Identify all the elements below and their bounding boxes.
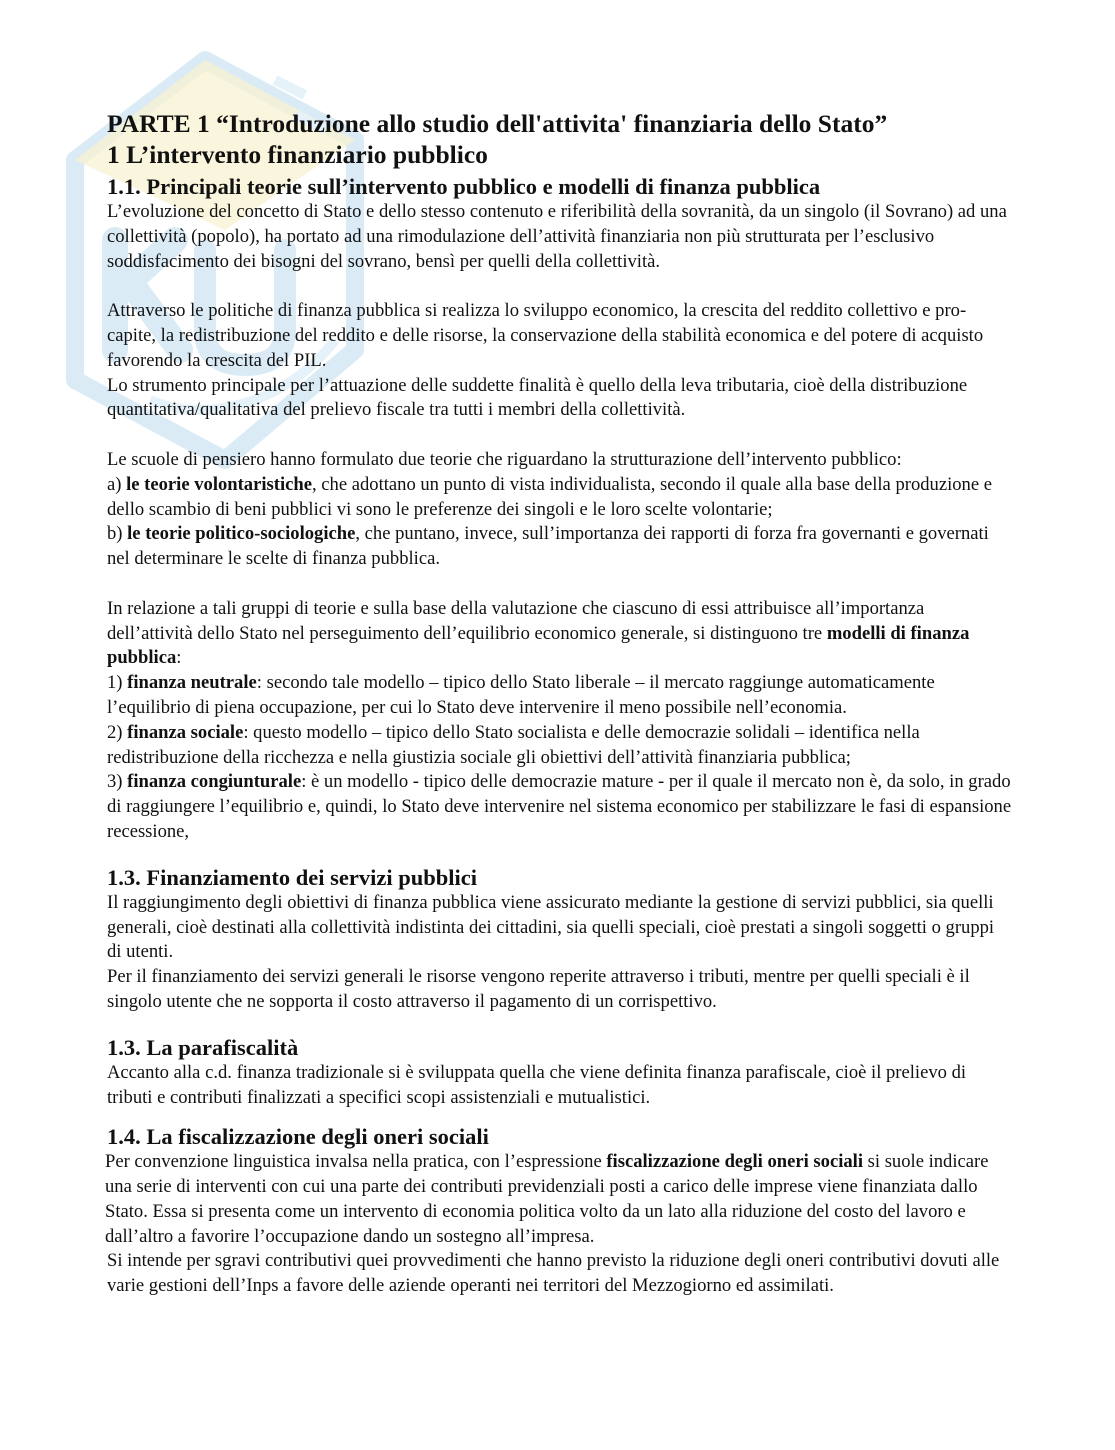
item-prefix: 3) xyxy=(107,771,128,793)
paragraph-text: In relazione a tali gruppi di teorie e sulla base della valutazione che ciascuno di essi attribuisce all’importanza dell’attività dello Stato nel perseguimento dell’equilibrio economico generale, si distinguono tre xyxy=(107,597,925,644)
item-bold-term: finanza sociale xyxy=(127,721,244,743)
section-heading-1-1: 1.1. Principali teorie sull’intervento pubblico e modelli di finanza pubblica xyxy=(107,174,821,199)
list-item-model-1 xyxy=(107,671,1012,721)
document-body xyxy=(107,108,1012,1299)
list-item-theory-a xyxy=(107,473,1012,523)
paragraph-end: : xyxy=(176,647,182,669)
paragraph xyxy=(107,597,1012,671)
paragraph-text: Per convenzione linguistica invalsa nella pratica, con l’espressione xyxy=(105,1151,607,1173)
item-text: , che puntano, invece, sull’importanza dei rapporti di forza fra governanti e governati nel determinare le scelte di finanza pubblica. xyxy=(107,523,989,570)
paragraph: L’evoluzione del concetto di Stato e dello stesso contenuto e riferibilità della sovranità, da un singolo (il Sovrano) ad una collettività (popolo), ha portato ad una rimodulazione dell’attività finanziaria non più strutturata per l’esclusivo soddisfacimento dei bisogni del sovrano, bensì per quelli della collettività. xyxy=(107,201,1007,272)
item-bold-term: finanza congiunturale xyxy=(127,771,302,793)
chapter-title: 1 L’intervento finanziario pubblico xyxy=(107,140,488,169)
item-bold-term: finanza neutrale xyxy=(127,672,257,694)
list-item-model-2 xyxy=(107,721,1012,771)
paragraph-end: si suole indicare una serie di interventi con cui una parte dei contributi previdenziali posti a carico delle imprese viene finanziata dallo Stato. Essa si presenta come un intervento di economia politica volto da un lato alla riduzione del costo del lavoro e dall’altro a favorire l’occupazione dando un sostegno all’impresa. xyxy=(105,1151,989,1247)
item-bold-term: le teorie politico-sociologiche xyxy=(127,523,356,545)
list-item-theory-b xyxy=(107,522,1012,572)
part-title: PARTE 1 “Introduzione allo studio dell'attivita' finanziaria dello Stato” xyxy=(107,109,888,138)
paragraph: Accanto alla c.d. finanza tradizionale si è sviluppata quella che viene definita finanza parafiscale, cioè il prelievo di tributi e contributi finalizzati a specifici scopi assistenziali e mutualistici. xyxy=(107,1061,967,1108)
paragraph: Il raggiungimento degli obiettivi di finanza pubblica viene assicurato mediante la gestione di servizi pubblici, sia quelli generali, cioè destinati alla collettività indistinta dei cittadini, sia quelli speciali, cioè prestati a singoli soggetti o gruppi di utenti. xyxy=(107,891,995,963)
item-prefix: 2) xyxy=(107,721,128,743)
list-item-model-3 xyxy=(107,770,1012,844)
paragraph: Attraverso le politiche di finanza pubblica si realizza lo sviluppo economico, la crescita del reddito collettivo e pro-capite, la redistribuzione del reddito e delle risorse, la conservazione della stabilità economica e del potere di acquisto favorendo la crescita del PIL. xyxy=(107,300,984,371)
paragraph-bold: fiscalizzazione degli oneri sociali xyxy=(606,1151,863,1173)
section-heading-1-3-parafiscalita: 1.3. La parafiscalità xyxy=(107,1034,299,1060)
item-text: : è un modello - tipico delle democrazie mature - per il quale il mercato non è, da solo, in grado di raggiungere l’equilibrio e, quindi, lo Stato deve intervenire nel sistema economico per stabilizzare le fasi di espansione recessione, xyxy=(107,771,1012,842)
paragraph: Si intende per sgravi contributivi quei provvedimenti che hanno previsto la riduzione degli oneri contributivi dovuti alle varie gestioni dell’Inps a favore delle aziende operanti nei territori del Mezzogiorno ed assimilati. xyxy=(107,1250,1000,1297)
item-prefix: 1) xyxy=(107,672,128,694)
item-prefix: b) xyxy=(107,523,128,545)
paragraph: Le scuole di pensiero hanno formulato due teorie che riguardano la strutturazione dell’intervento pubblico: xyxy=(107,448,902,470)
paragraph: Lo strumento principale per l’attuazione delle suddette finalità è quello della leva tributaria, cioè della distribuzione quantitativa/qualitativa del prelievo fiscale tra tutti i membri della collettività. xyxy=(107,374,968,421)
section-heading-1-4: 1.4. La fiscalizzazione degli oneri sociali xyxy=(107,1124,489,1150)
item-text: , che adottano un punto di vista individualista, secondo il quale alla base della produzione e dello scambio di beni pubblici vi sono le preferenze dei singoli e le loro scelte volontarie; xyxy=(107,473,993,520)
item-text: : secondo tale modello – tipico dello Stato liberale – il mercato raggiunge automaticamente l’equilibrio di piena occupazione, per cui lo Stato deve intervenire il meno possibile nell’economia. xyxy=(107,672,935,718)
paragraph: Per il finanziamento dei servizi generali le risorse vengono reperite attraverso i tributi, mentre per quelli speciali è il singolo utente che ne sopporta il costo attraverso il pagamento di un corrispettivo. xyxy=(107,966,970,1012)
paragraph xyxy=(105,1150,1012,1249)
item-prefix: a) xyxy=(107,473,127,495)
section-heading-1-3-finanziamento: 1.3. Finanziamento dei servizi pubblici xyxy=(107,864,478,890)
item-text: : questo modello – tipico dello Stato socialista e delle democrazie solidali – identifica nella redistribuzione della ricchezza e nella giustizia sociale gli obiettivi dell’attività finanziaria pubblica; xyxy=(107,721,920,768)
item-bold-term: le teorie volontaristiche xyxy=(126,473,312,495)
paragraph-bold: modelli di finanza pubblica xyxy=(107,622,970,669)
